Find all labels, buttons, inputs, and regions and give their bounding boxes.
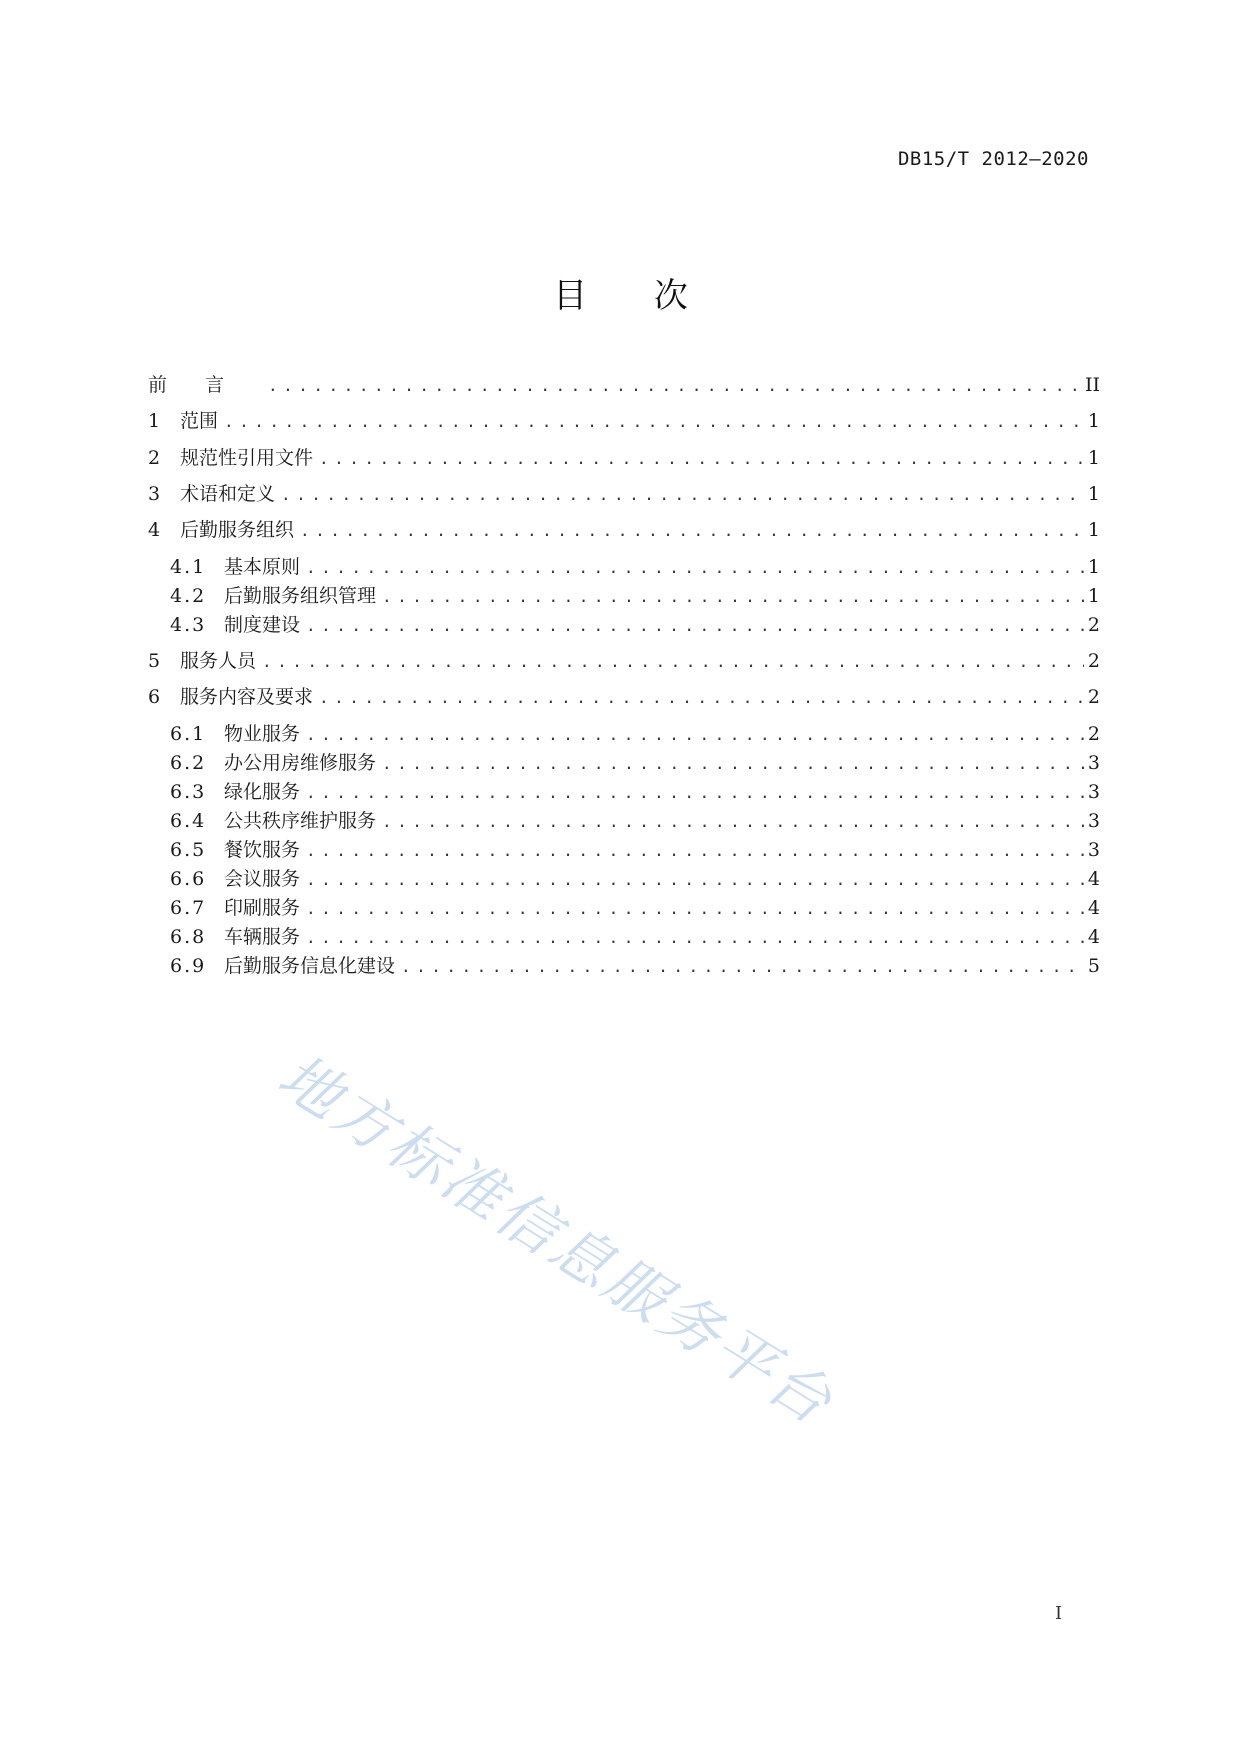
toc-leader-dots: [306, 725, 1084, 744]
toc-entry-page: 5: [1087, 955, 1100, 977]
toc-entry-number: 6.7: [170, 897, 207, 919]
toc-entry-page: 3: [1087, 781, 1100, 803]
toc-entry-page: 2: [1087, 614, 1100, 636]
toc-entry[interactable]: [148, 406, 1100, 434]
toc-entry-page: 3: [1087, 810, 1100, 832]
toc-entry-page: 4: [1087, 897, 1100, 919]
page-title: 目 次: [553, 276, 716, 316]
toc-entry-number: 6.6: [170, 868, 207, 890]
toc-leader-dots: [306, 870, 1084, 889]
toc-entry[interactable]: [170, 552, 1100, 580]
toc-entry-title: 餐饮服务: [224, 839, 301, 861]
toc-entry[interactable]: [170, 951, 1100, 979]
toc-leader-dots: [319, 449, 1084, 468]
toc-entry-number: 4: [148, 519, 161, 541]
toc-entry[interactable]: [170, 748, 1100, 776]
toc-entry-title: 服务人员: [180, 650, 257, 672]
toc-entry-number: 3: [148, 483, 161, 505]
toc-leader-dots: [268, 376, 1081, 395]
toc-leader-dots: [401, 957, 1084, 976]
toc-entry-page: 1: [1087, 519, 1100, 541]
toc-entry[interactable]: [170, 922, 1100, 950]
toc-leader-dots: [306, 616, 1084, 635]
toc-entry-page: 1: [1087, 410, 1100, 432]
toc-entry-title: 车辆服务: [224, 926, 301, 948]
toc-entry-number: 6: [148, 686, 161, 708]
page-number: I: [1055, 1603, 1063, 1624]
toc-entry-page: 2: [1087, 723, 1100, 745]
toc-leader-dots: [300, 521, 1084, 540]
toc-entry[interactable]: [148, 443, 1100, 471]
toc-entry-title: 范围: [180, 410, 219, 432]
toc-entry-page: 1: [1087, 585, 1100, 607]
toc-entry[interactable]: [148, 479, 1100, 507]
toc-entry-number: 5: [148, 650, 161, 672]
standard-code: DB15/T 2012—2020: [897, 148, 1089, 170]
toc-leader-dots: [262, 652, 1084, 671]
toc-entry-number: 6.9: [170, 955, 207, 977]
toc-entry-title: 印刷服务: [224, 897, 301, 919]
toc-entry-page: 2: [1087, 650, 1100, 672]
toc-entry[interactable]: [170, 610, 1100, 638]
toc-leader-dots: [281, 485, 1084, 504]
toc-entry-page: 4: [1087, 868, 1100, 890]
toc-entry-number: 1: [148, 410, 161, 432]
toc-entry-title: 术语和定义: [180, 483, 276, 505]
toc-entry-number: 6.4: [170, 810, 207, 832]
toc-entry-number: 6.8: [170, 926, 207, 948]
toc-entry-page: 1: [1087, 447, 1100, 469]
toc-leader-dots: [306, 783, 1084, 802]
toc-leader-dots: [319, 688, 1084, 707]
watermark: 地方标准信息服务平台: [266, 1041, 846, 1440]
toc-entry-number: 4.1: [170, 556, 207, 578]
toc-entry[interactable]: [148, 682, 1100, 710]
toc-entry-title: 物业服务: [224, 723, 301, 745]
toc-entry-number: 6.2: [170, 752, 207, 774]
toc-entry-page: 1: [1087, 556, 1100, 578]
toc-leader-dots: [306, 841, 1084, 860]
toc-entry-number: 6.3: [170, 781, 207, 803]
toc-entry[interactable]: [170, 864, 1100, 892]
toc-entry-title: 基本原则: [224, 556, 301, 578]
toc-entry[interactable]: [170, 777, 1100, 805]
toc-leader-dots: [224, 412, 1084, 431]
toc-leader-dots: [306, 928, 1084, 947]
toc-leader-dots: [306, 899, 1084, 918]
toc-entry-title: 后勤服务组织: [180, 519, 295, 541]
toc-entry[interactable]: [170, 893, 1100, 921]
toc-entry-title: 后勤服务信息化建设: [224, 955, 396, 977]
toc-entry-title: 办公用房维修服务: [224, 752, 377, 774]
toc-entry-page: 3: [1087, 752, 1100, 774]
toc-entry-title: 前言: [148, 374, 263, 396]
toc-leader-dots: [382, 587, 1084, 606]
toc-entry-page: II: [1084, 374, 1100, 396]
toc-entry-title: 公共秩序维护服务: [224, 810, 377, 832]
toc-entry-title: 会议服务: [224, 868, 301, 890]
toc-entry-page: 4: [1087, 926, 1100, 948]
toc-entry-title: 后勤服务组织管理: [224, 585, 377, 607]
toc-entry-number: 6.5: [170, 839, 207, 861]
toc-entry[interactable]: [148, 515, 1100, 543]
toc-entry[interactable]: [148, 370, 1100, 398]
toc-entry[interactable]: [170, 835, 1100, 863]
toc-entry-title: 服务内容及要求: [180, 686, 314, 708]
toc-entry-page: 2: [1087, 686, 1100, 708]
toc-leader-dots: [306, 558, 1084, 577]
toc-entry-number: 4.2: [170, 585, 207, 607]
toc-entry-page: 3: [1087, 839, 1100, 861]
toc-entry[interactable]: [148, 646, 1100, 674]
toc-entry[interactable]: [170, 806, 1100, 834]
toc-entry-page: 1: [1087, 483, 1100, 505]
toc-entry-title: 制度建设: [224, 614, 301, 636]
toc-leader-dots: [382, 812, 1084, 831]
toc-leader-dots: [382, 754, 1084, 773]
toc-entry-number: 6.1: [170, 723, 207, 745]
toc-entry[interactable]: [170, 581, 1100, 609]
toc-entry-number: 4.3: [170, 614, 207, 636]
toc-entry[interactable]: [170, 719, 1100, 747]
toc-entry-number: 2: [148, 447, 161, 469]
toc-entry-title: 绿化服务: [224, 781, 301, 803]
toc-entry-title: 规范性引用文件: [180, 447, 314, 469]
